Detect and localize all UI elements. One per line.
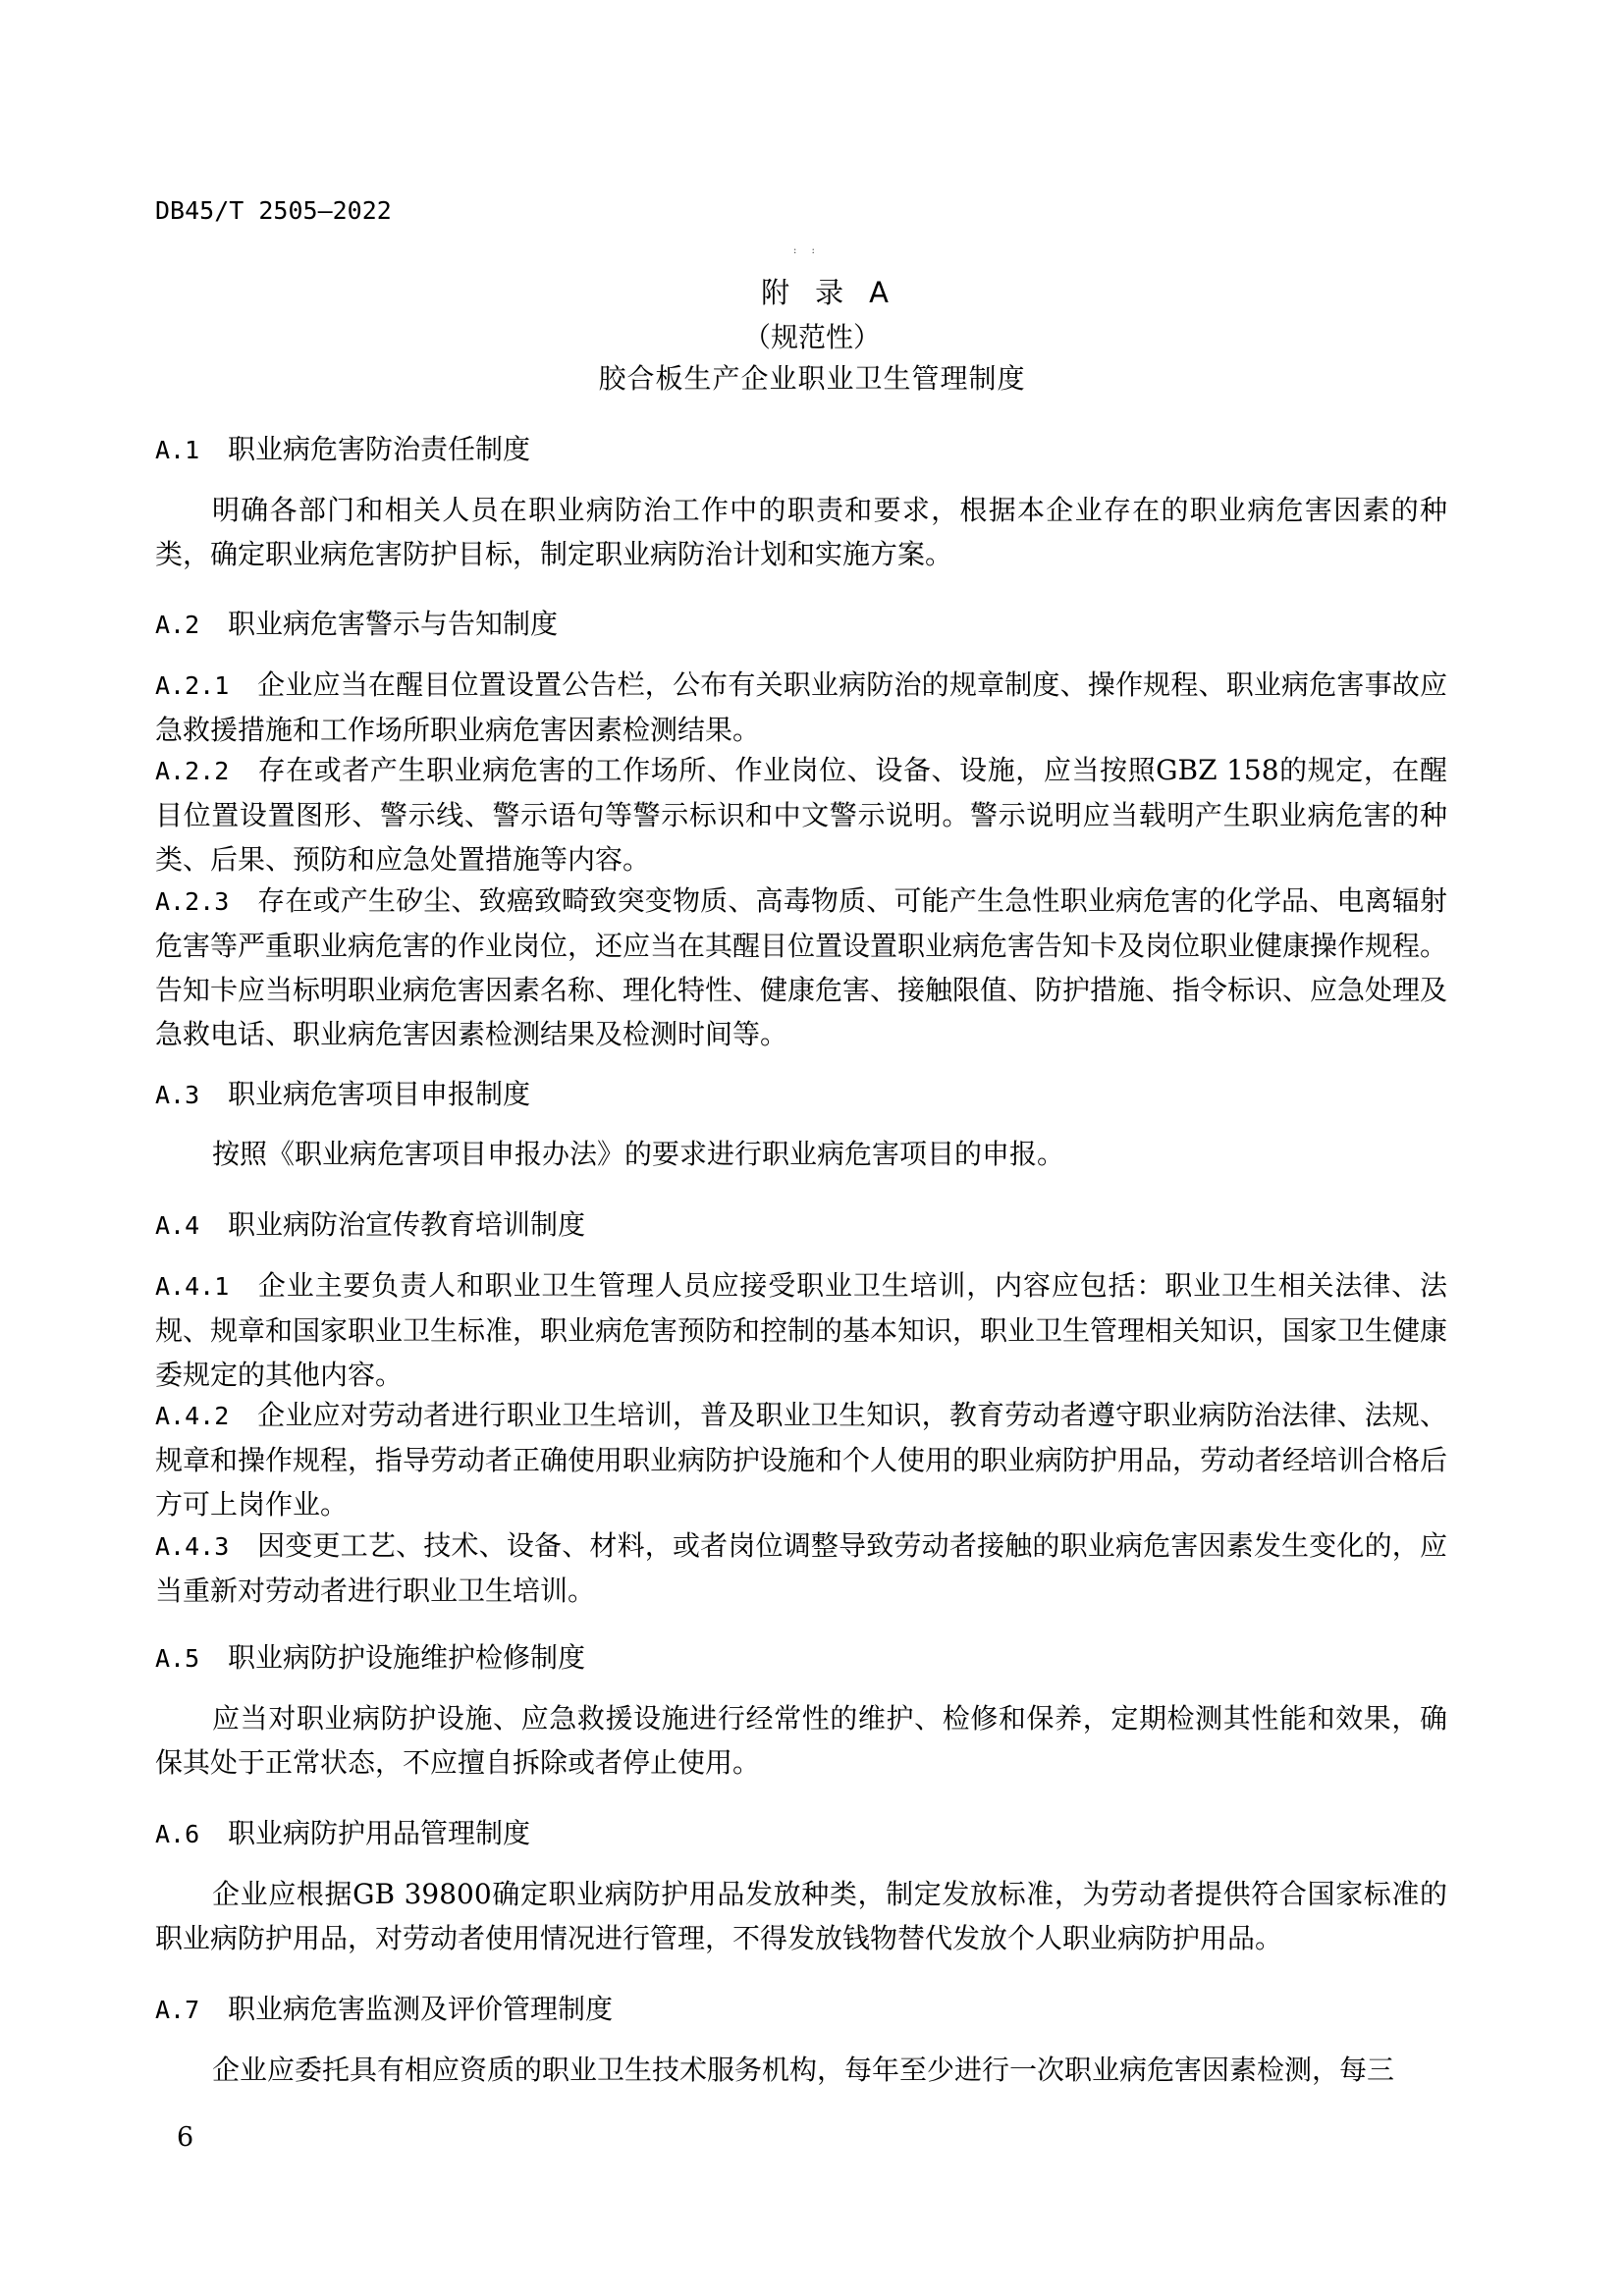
clause-number: A.2.1 [155, 671, 230, 700]
clause-number: A.2.3 [155, 887, 230, 916]
section-number: A.5 [155, 1644, 200, 1673]
section-title: 职业病防治宣传教育培训制度 [228, 1208, 586, 1241]
section-heading-a2 [155, 603, 558, 642]
clause-text: 企业主要负责人和职业卫生管理人员应接受职业卫生培训，内容应包括：职业卫生相关法律、法规、规章和国家职业卫生标准，职业病危害预防和控制的基本知识，职业卫生管理相关知识，国家卫生健康委规定的其他内容。 [155, 1269, 1448, 1391]
section-heading-a7 [155, 1988, 613, 2027]
clause-a2-3 [155, 879, 1447, 1056]
standard-code: DB45/T 2505—2022 [155, 196, 392, 225]
section-heading-a3 [155, 1073, 530, 1112]
section-number: A.6 [155, 1820, 200, 1848]
clause-number: A.2.2 [155, 757, 230, 785]
clause-a2-2 [155, 748, 1447, 881]
appendix-title: 胶合板生产企业职业卫生管理制度 [598, 362, 1026, 395]
paragraph-a1: 明确各部门和相关人员在职业病防治工作中的职责和要求，根据本企业存在的职业病危害因素的种类，确定职业病危害防护目标，制定职业病防治计划和实施方案。 [155, 494, 1447, 570]
section-title: 职业病危害警示与告知制度 [228, 608, 559, 640]
clause-a4-2 [155, 1393, 1447, 1526]
section-title: 职业病危害防治责任制度 [228, 433, 531, 465]
section-title: 职业病防护设施维护检修制度 [228, 1641, 586, 1674]
clause-a2-1 [155, 663, 1447, 752]
clause-text: 企业应当在醒目位置设置公告栏，公布有关职业病防治的规章制度、操作规程、职业病危害事故应急救援措施和工作场所职业病危害因素检测结果。 [155, 668, 1447, 746]
clause-number: A.4.3 [155, 1532, 230, 1561]
paragraph-a7: 企业应委托具有相应资质的职业卫生技术服务机构，每年至少进行一次职业病危害因素检测，每三 [212, 2054, 1395, 2086]
clause-text: 存在或者产生职业病危害的工作场所、作业岗位、设备、设施，应当按照GBZ 158的规定，在醒目位置设置图形、警示线、警示语句等警示标识和中文警示说明。警示说明应当载明产生职业病危害的种类、后果、预防和应急处置措施等内容。 [155, 754, 1447, 876]
paragraph-a3: 按照《职业病危害项目申报办法》的要求进行职业病危害项目的申报。 [212, 1138, 1065, 1170]
section-title: 职业病防护用品管理制度 [228, 1817, 531, 1849]
appendix-heading: 附录A [761, 276, 914, 309]
section-number: A.2 [155, 611, 200, 639]
clause-number: A.4.2 [155, 1402, 230, 1430]
section-number: A.3 [155, 1081, 200, 1109]
paragraph-a5: 应当对职业病防护设施、应急救援设施进行经常性的维护、检修和保养，定期检测其性能和效果，确保其处于正常状态，不应擅自拆除或者停止使用。 [155, 1702, 1447, 1779]
appendix-normative-label: （规范性） [742, 321, 881, 353]
page-number: 6 [177, 2122, 194, 2153]
clause-text: 存在或产生矽尘、致癌致畸致突变物质、高毒物质、可能产生急性职业病危害的化学品、电离辐射危害等严重职业病危害的作业岗位，还应当在其醒目位置设置职业病危害告知卡及岗位职业健康操作规程。告知卡应当标明职业病危害因素名称、理化特性、健康危害、接触限值、防护措施、指令标识、应急处理及急救电话、职业病危害因素检测结果及检测时间等。 [155, 884, 1448, 1050]
section-number: A.1 [155, 436, 200, 464]
section-heading-a6 [155, 1812, 530, 1851]
clause-a4-1 [155, 1263, 1447, 1397]
clause-a4-3 [155, 1523, 1447, 1613]
clause-text: 企业应对劳动者进行职业卫生培训，普及职业卫生知识，教育劳动者遵守职业病防治法律、法规、规章和操作规程，指导劳动者正确使用职业病防护设施和个人使用的职业病防护用品，劳动者经培训合格后方可上岗作业。 [155, 1399, 1448, 1521]
section-heading-a4 [155, 1203, 585, 1243]
paragraph-a6: 企业应根据GB 39800确定职业病防护用品发放种类，制定发放标准，为劳动者提供符合国家标准的职业病防护用品，对劳动者使用情况进行管理，不得发放钱物替代发放个人职业病防护用品。 [155, 1878, 1447, 1954]
section-heading-a5 [155, 1636, 585, 1676]
clause-text: 因变更工艺、技术、设备、材料，或者岗位调整导致劳动者接触的职业病危害因素发生变化的，应当重新对劳动者进行职业卫生培训。 [155, 1529, 1447, 1607]
section-number: A.4 [155, 1211, 200, 1240]
section-number: A.7 [155, 1996, 200, 2024]
section-heading-a1 [155, 428, 530, 467]
header-marks: : : [793, 245, 821, 256]
section-title: 职业病危害项目申报制度 [228, 1078, 531, 1110]
clause-number: A.4.1 [155, 1272, 230, 1301]
section-title: 职业病危害监测及评价管理制度 [228, 1993, 614, 2025]
